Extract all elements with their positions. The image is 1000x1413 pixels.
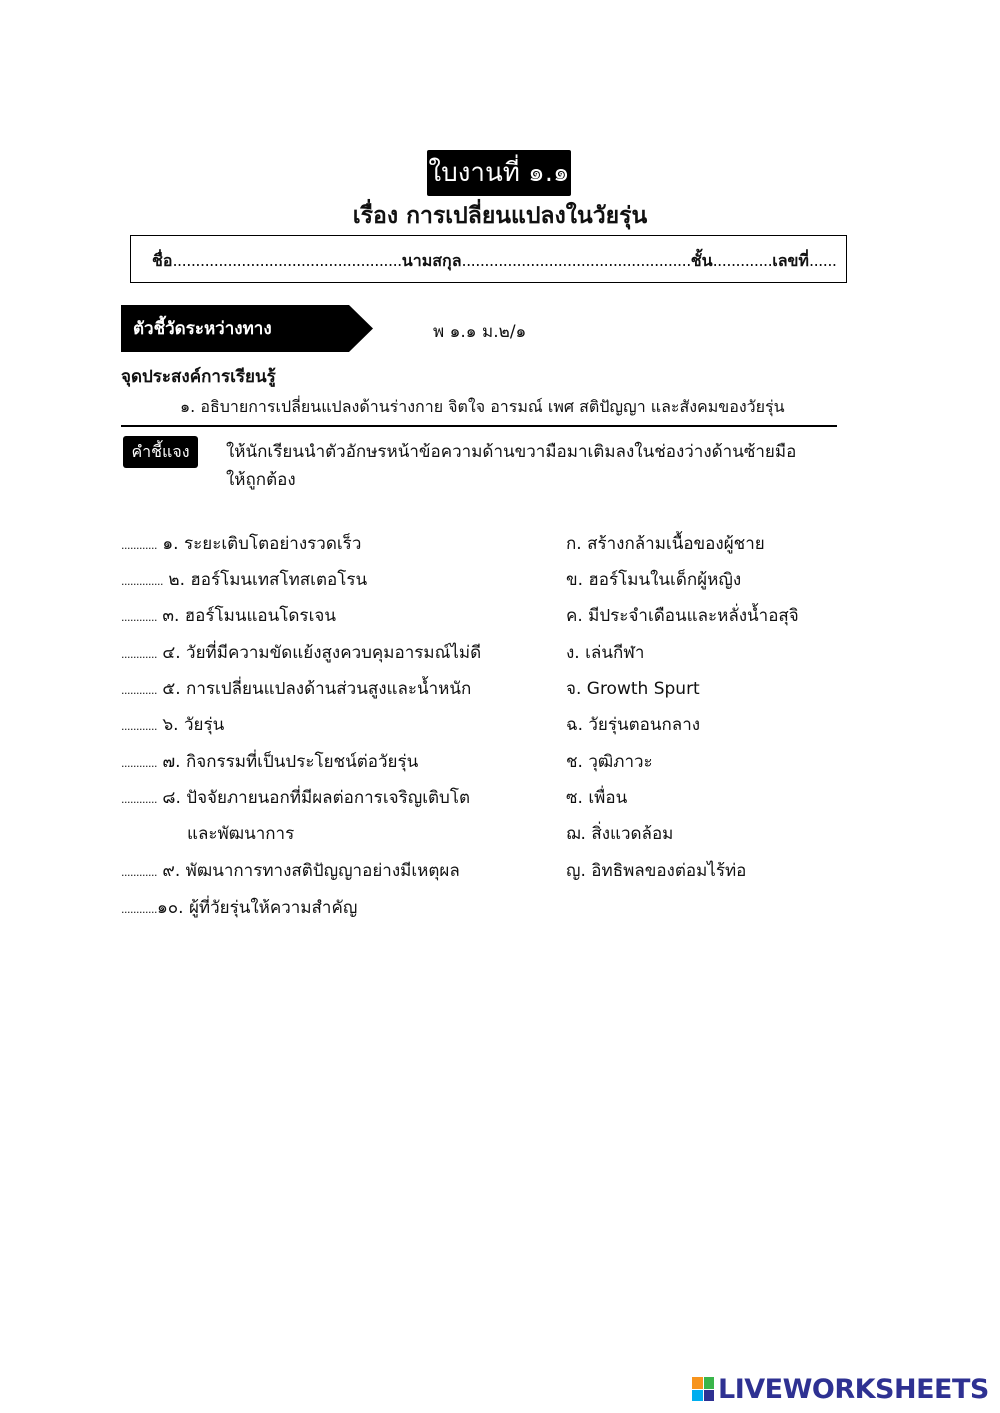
answer-option: ญ. อิทธิพลของต่อมไร้ท่อ (566, 861, 747, 881)
indicator-code: พ ๑.๑ ม.๒/๑ (433, 322, 527, 342)
answer-option: ง. เล่นกีฬา (566, 643, 645, 663)
question-text: ๔. วัยที่มีความขัดแย้งสูงควบคุมอารมณ์ไม่ดี (156, 643, 482, 663)
answer-option: ช. วุฒิภาวะ (566, 752, 653, 772)
question-row (121, 640, 481, 668)
objective-item: ๑. อธิบายการเปลี่ยนแปลงด้านร่างกาย จิตใจ อารมณ์ เพศ สติปัญญา และสังคมของวัยรุ่น (180, 397, 785, 416)
objective-heading: จุดประสงค์การเรียนรู้ (121, 367, 276, 387)
question-text: ๖. วัยรุ่น (156, 715, 225, 735)
logo-text: LIVEWORKSHEETS (718, 1373, 989, 1405)
instructions-text: ให้นักเรียนนำตัวอักษรหน้าข้อความด้านขวามือมาเติมลงในช่องว่างด้านซ้ายมือ ให้ถูกต้อง (226, 442, 797, 490)
answer-blank[interactable]: ............ (121, 611, 157, 624)
question-text: ๘. ปัจจัยภายนอกที่มีผลต่อการเจริญเติบโต (156, 788, 471, 808)
logo-icon (692, 1377, 714, 1401)
logo-square (692, 1390, 703, 1402)
question-row (121, 567, 367, 595)
question-text: ๒. ฮอร์โมนเทสโทสเตอโรน (162, 570, 368, 590)
answer-option: ฌ. สิ่งแวดล้อม (566, 824, 674, 844)
answer-option: ค. มีประจำเดือนและหลั่งน้ำอสุจิ (566, 606, 799, 626)
question-row (121, 531, 361, 559)
answer-blank[interactable]: ............ (121, 757, 157, 770)
number-label: เลขที่ (772, 251, 809, 270)
worksheet-subtitle: เรื่อง การเปลี่ยนแปลงในวัยรุ่น (352, 203, 648, 229)
question-row (121, 676, 471, 704)
answer-blank[interactable]: ............ (121, 684, 157, 697)
question-row (121, 712, 224, 740)
answer-blank[interactable]: ............ (121, 648, 157, 661)
student-info-line (152, 249, 842, 273)
answer-option: ฉ. วัยรุ่นตอนกลาง (566, 715, 701, 735)
liveworksheets-logo (692, 1374, 989, 1404)
question-text: ๑. ระยะเติบโตอย่างรวดเร็ว (156, 534, 362, 554)
logo-square (692, 1377, 703, 1389)
surname-label: นามสกุล (401, 251, 462, 270)
question-text: ๕. การเปลี่ยนแปลงด้านส่วนสูงและน้ำหนัก (156, 679, 472, 699)
surname-field[interactable]: .................................................. (461, 251, 691, 270)
question-row (187, 821, 294, 847)
question-row (121, 895, 357, 923)
answer-blank[interactable]: .............. (121, 575, 163, 588)
question-text: ๗. กิจกรรมที่เป็นประโยชน์ต่อวัยรุ่น (156, 752, 419, 772)
question-row (121, 749, 418, 777)
answer-option: ก. สร้างกล้ามเนื้อของผู้ชาย (566, 534, 765, 554)
indicator-label: ตัวชี้วัดระหว่างทาง (133, 319, 272, 339)
answer-blank[interactable]: ............ (121, 539, 157, 552)
logo-square (704, 1390, 715, 1402)
question-text: และพัฒนาการ (187, 824, 295, 844)
logo-square (704, 1377, 715, 1389)
instructions-badge: คำชี้แจง (123, 436, 198, 468)
answer-blank[interactable]: ............ (121, 793, 157, 806)
question-row (121, 785, 470, 813)
section-divider (121, 425, 837, 427)
worksheet-title-badge: ใบงานที่ ๑.๑ (427, 150, 571, 196)
question-row (121, 603, 336, 631)
answer-blank[interactable]: ............ (121, 720, 157, 733)
question-text: ๑๐. ผู้ที่วัยรุ่นให้ความสำคัญ (156, 898, 358, 918)
answer-option: จ. Growth Spurt (566, 679, 700, 699)
class-field[interactable]: ............. (712, 251, 773, 270)
question-text: ๙. พัฒนาการทางสติปัญญาอย่างมีเหตุผล (156, 861, 460, 881)
name-field[interactable]: .................................................. (172, 251, 402, 270)
answer-blank[interactable]: ............ (121, 903, 157, 916)
name-label: ชื่อ (152, 251, 173, 270)
answer-blank[interactable]: ............ (121, 866, 157, 879)
question-text: ๓. ฮอร์โมนแอนโดรเจน (156, 606, 336, 626)
class-label: ชั้น (690, 251, 713, 270)
question-row (121, 858, 460, 886)
answer-option: ข. ฮอร์โมนในเด็กผู้หญิง (566, 570, 742, 590)
answer-option: ซ. เพื่อน (566, 788, 628, 808)
number-field[interactable]: ...... (808, 251, 837, 270)
